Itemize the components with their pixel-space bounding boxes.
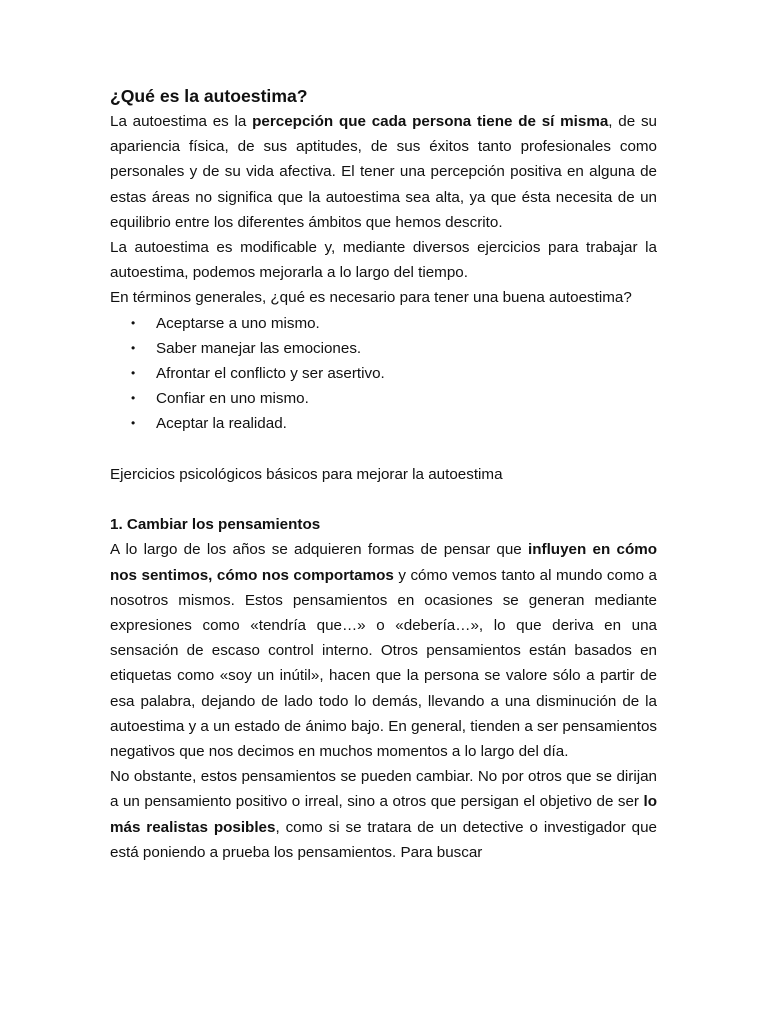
text-run: , como si se tratara de un detective o investigador que está poniendo a prueba los pensamientos. Para buscar: [110, 818, 657, 861]
list-item: [110, 336, 657, 361]
modifiable-paragraph: La autoestima es modificable y, mediante diversos ejercicios para trabajar la autoestima, podemos mejorarla a lo largo del tiempo.: [110, 239, 657, 282]
list-item: [110, 411, 657, 436]
text-run: La autoestima es la: [110, 113, 253, 130]
bold-text-run: percepción que cada persona tiene de sí misma: [252, 113, 609, 130]
list-item: [110, 386, 657, 411]
bold-text-run: influyen en cómo nos sentimos, cómo nos comportamos: [110, 541, 657, 584]
bullet-icon: •: [131, 315, 136, 330]
requirements-list: [110, 311, 657, 437]
list-item-text: Saber manejar las emociones.: [156, 339, 362, 357]
list-item-text: Afrontar el conflicto y ser asertivo.: [156, 365, 385, 383]
list-item-text: Confiar en uno mismo.: [156, 390, 309, 408]
blank-line: [110, 437, 657, 462]
list-item: [110, 311, 657, 336]
page-title: ¿Qué es la autoestima?: [110, 86, 308, 106]
bullet-icon: •: [131, 340, 136, 355]
bullet-icon: •: [131, 391, 136, 406]
text-run: y cómo vemos tanto al mundo como a nosotros mismos. Estos pensamientos en ocasiones se generan mediante expresiones como «tendría que…» o «debería…», lo que deriva en una sensación de escaso control interno. Otros pensamientos están basados en etiquetas como «soy un inútil», hacen que la persona se valore sólo a partir de esa palabra, dejando de lado todo lo demás, llevando a una disminución de la autoestima y a un estado de ánimo bajo. En general, tienden a ser pensamientos negativos que nos decimos en muchos momentos a lo largo del día.: [110, 566, 657, 761]
section-heading: 1. Cambiar los pensamientos: [110, 516, 321, 534]
exercises-intro: Ejercicios psicológicos básicos para mejorar la autoestima: [110, 465, 503, 483]
question-paragraph: En términos generales, ¿qué es necesario para tener una buena autoestima?: [110, 289, 632, 307]
list-item: [110, 361, 657, 386]
list-item-text: Aceptarse a uno mismo.: [156, 314, 320, 332]
text-run: A lo largo de los años se adquieren formas de pensar que: [110, 541, 529, 559]
text-run: No obstante, estos pensamientos se pueden cambiar. No por otros que se dirijan a un pensamiento positivo o irreal, sino a otros que persigan el objetivo de ser: [110, 768, 657, 811]
blank-line: [110, 487, 657, 512]
intro-paragraph: [110, 109, 657, 235]
section-paragraph: [110, 764, 657, 865]
document-body: [110, 84, 657, 865]
section-paragraph: [110, 537, 657, 764]
bullet-icon: •: [131, 366, 136, 381]
bold-text-run: lo más realistas posibles: [110, 793, 657, 836]
bullet-icon: •: [131, 416, 136, 431]
text-run: , de su apariencia física, de sus aptitudes, de sus éxitos tanto profesionales como personales y de su vida afectiva. El tener una percepción positiva en alguna de estas áreas no significa que la autoestima sea alta, ya que ésta necesita de un equilibrio entre los diferentes ámbitos que hemos descrito.: [110, 113, 657, 231]
list-item-text: Aceptar la realidad.: [156, 415, 287, 433]
